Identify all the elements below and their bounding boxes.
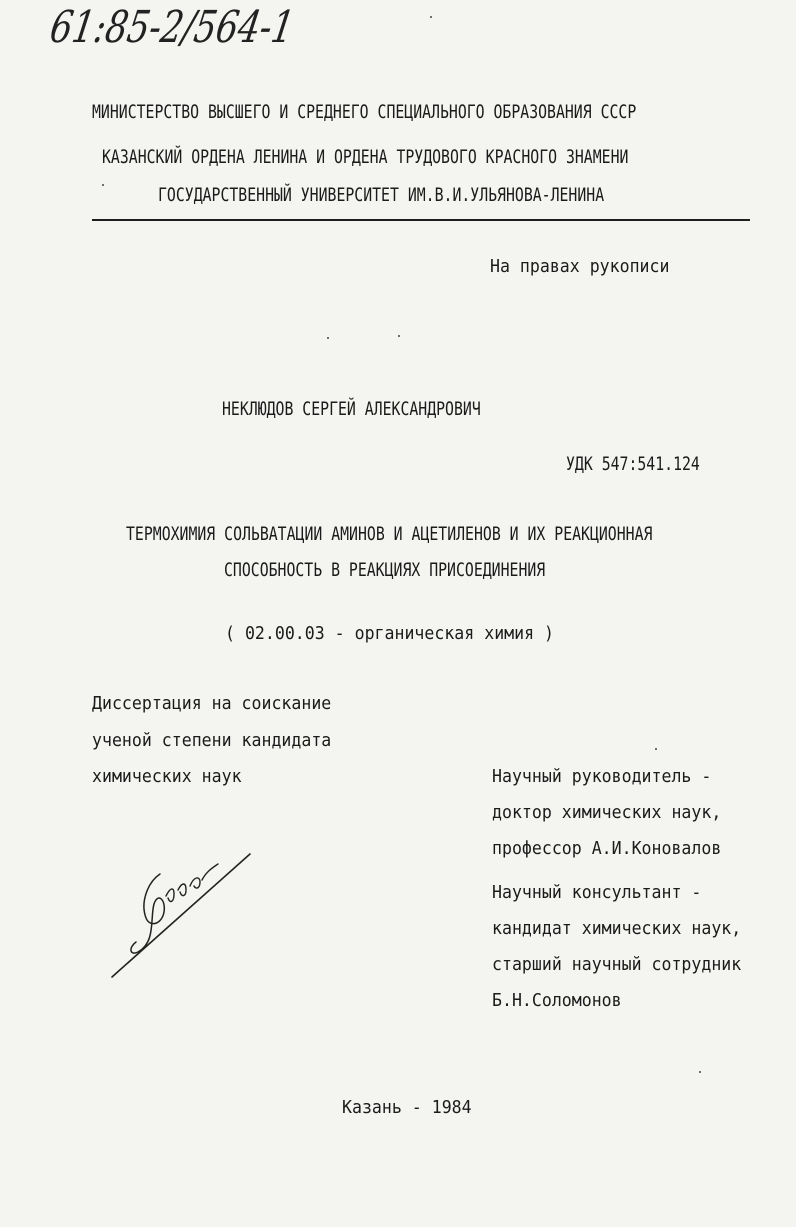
scan-speck	[327, 337, 329, 339]
supervisor-line1: Научный руководитель -	[492, 766, 712, 787]
scan-speck	[398, 335, 400, 337]
consultant-line2: кандидат химических наук,	[492, 918, 742, 939]
scan-speck	[102, 184, 104, 186]
degree-line1: Диссертация на соискание	[92, 693, 332, 714]
degree-line2: ученой степени кандидата	[92, 730, 332, 751]
thesis-title-line1: ТЕРМОХИМИЯ СОЛЬВАТАЦИИ АМИНОВ И АЦЕТИЛЕНОВ И ИХ РЕАКЦИОННАЯ	[126, 523, 653, 545]
udk-code: УДК 547:541.124	[566, 453, 700, 475]
manuscript-rights-note: На правах рукописи	[490, 256, 670, 277]
author-signature	[108, 852, 258, 982]
consultant-line4: Б.Н.Соломонов	[492, 990, 622, 1011]
header-university-line2: ГОСУДАРСТВЕННЫЙ УНИВЕРСИТЕТ ИМ.В.И.УЛЬЯНОВА-ЛЕНИНА	[158, 184, 605, 206]
degree-line3: химических наук	[92, 766, 242, 787]
header-university-line1: КАЗАНСКИЙ ОРДЕНА ЛЕНИНА И ОРДЕНА ТРУДОВОГО КРАСНОГО ЗНАМЕНИ	[102, 146, 629, 168]
supervisor-line3: профессор А.И.Коновалов	[492, 838, 722, 859]
header-ministry: МИНИСТЕРСТВО ВЫСШЕГО И СРЕДНЕГО СПЕЦИАЛЬНОГО ОБРАЗОВАНИЯ СССР	[92, 101, 637, 123]
author-name: НЕКЛЮДОВ СЕРГЕЙ АЛЕКСАНДРОВИЧ	[222, 398, 481, 420]
scan-speck	[699, 1071, 701, 1073]
scan-speck	[430, 16, 432, 18]
consultant-line1: Научный консультант -	[492, 882, 702, 903]
consultant-line3: старший научный сотрудник	[492, 954, 742, 975]
thesis-title-line2: СПОСОБНОСТЬ В РЕАКЦИЯХ ПРИСОЕДИНЕНИЯ	[224, 559, 546, 581]
supervisor-line2: доктор химических наук,	[492, 802, 722, 823]
header-divider	[92, 219, 750, 221]
scan-speck	[655, 748, 657, 750]
place-and-year: Казань - 1984	[342, 1097, 472, 1118]
specialty-code: ( 02.00.03 - органическая химия )	[225, 623, 555, 644]
archive-handwritten-mark: 61:85-2/564-1	[46, 2, 298, 53]
